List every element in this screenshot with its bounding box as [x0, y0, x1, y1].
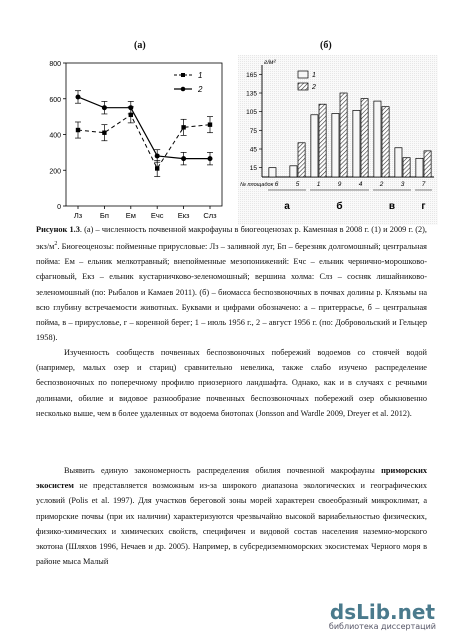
chart-a-ytick-label: 800 — [49, 61, 61, 68]
chart-b-ytick-label: 165 — [246, 71, 257, 79]
chart-b-plot-label: 3 — [400, 181, 405, 188]
chart-b-ytick-label: 15 — [249, 165, 257, 173]
chart-b-plot-label: 1 — [316, 181, 321, 188]
paragraph-1: Изученность сообществ почвенных беспозвоночных побережий водоемов со стоячей водой (например, малых озер и стариц) сравнительно невелика, также слабо изучено распределение беспозвоночных по поперечному профилю приозерного ландшафта. Однако, как и в случаях с речными долинами, обилие и видовое разнообразие почвенных беспозвоночных побережий озер обыкновенно несколько выше, чем в более удаленных от водоема биотопах (Jonsson and Wardle 2009, Dreyer et al. 2012). — [36, 348, 427, 418]
chart-b-bar-series-2 — [298, 143, 305, 177]
chart-b-bar-series-1 — [269, 168, 276, 177]
caption-text-a: . (а) – численность почвенной макрофауны в биогеоценозах р. Каменная в 2008 г. (1) и 2009 г. (2), экз/м — [36, 225, 427, 251]
chart-b-bar-series-2 — [424, 151, 431, 177]
chart-b-bar-series-1 — [374, 101, 381, 177]
chart-a-series-2-point — [208, 156, 213, 161]
chart-a-series-2-point — [155, 153, 160, 158]
chart-b-plot-label: 5 — [295, 181, 300, 188]
chart-a-series-1-point — [155, 166, 159, 170]
chart-b-bar-series-2 — [361, 99, 368, 177]
watermark — [329, 600, 436, 631]
paragraph-2-start: Выявить единую закономерность распределения обилия почвенной макрофауны — [64, 466, 375, 475]
chart-a-xtick-label: Лз — [73, 211, 83, 220]
chart-b-plot-label: 6 — [274, 181, 279, 188]
chart-a-legend-1-label: 1 — [198, 71, 203, 80]
chart-b-y-unit: г/м² — [264, 59, 276, 66]
chart-a-series-1-point — [181, 125, 185, 129]
chart-b-bar-series-1 — [416, 158, 423, 177]
chart-b-ytick-label: 135 — [246, 90, 257, 98]
chart-b-ytick-label: 75 — [249, 127, 257, 135]
chart-a-series-1-point — [129, 113, 133, 117]
chart-a-ytick-label: 200 — [49, 168, 61, 176]
chart-a-xtick-label: Ем — [125, 211, 136, 220]
watermark-subtitle: библиотека диссертаций — [328, 622, 436, 631]
figure-label: Рисунок 1.3 — [36, 225, 80, 234]
chart-b-plot-label: 7 — [421, 181, 426, 188]
panel-b-label: (б) — [320, 40, 332, 51]
chart-b-group-label: а — [284, 201, 290, 212]
chart-b-bar-series-1 — [332, 114, 339, 177]
chart-a-ytick-label: 600 — [49, 96, 61, 104]
chart-a-abundance — [36, 55, 226, 225]
chart-a-legend-2-marker — [181, 87, 186, 92]
chart-a-legend-1-marker — [181, 73, 185, 77]
chart-b-bar-series-2 — [319, 104, 326, 177]
chart-b-ytick-label: 105 — [246, 109, 257, 117]
chart-a-ytick-label: 400 — [49, 132, 61, 140]
watermark-logo: dsLib.net — [329, 600, 436, 624]
chart-a-series-2-point — [102, 105, 107, 110]
caption-text-b: . Биогеоценозы: пойменные прирусловые: Лз – заливной луг, Бп – березняк долгомошный; центральная пойма: Ем – ельник мелкотравный; внепойменные мезопонижений: Ечс – ельник чернично-морошково-сфагновый, Екз – ельник кустарничково-зеленомошный; вершина холма: Слз – сосняк лишайниково-зеленомошный (по: Рыбалов и Камаев 2011). (б) – биомасса беспозвоночных в почвах долины р. Клязьмы на всю глубину встречаемости животных. Буквами и цифрами обозначено: а – притеррасье, б – центральная пойма, в – прирусловье, г – коренной берег; 1 – июль 1956 г., 2 – август 1956 г. (по: Добровольский и Гельцер 1958). — [36, 241, 427, 343]
chart-b-bar-series-1 — [353, 110, 360, 177]
figure-caption — [36, 222, 427, 345]
paragraph-2-bold: приморских экосистем — [36, 466, 428, 491]
paragraph-2-rest: не представляется возможным из-за широкого диапазона экологических и географических условий (Polis et al. 1997). Для участков береговой зоны морей характерен своеобразный микроклимат, а приморские почвы (при их наличии) характеризуются чрезвычайно высокой вариабельностью физических, физико-химических и химических свойств, специфичен и видовой состав населения наземно-морского экотона (Шляхов 1996, Нечаев и др. 2005). Например, в субсредиземноморских экосистемах Черного моря в районе мыса Малый — [36, 481, 427, 567]
chart-b-bar-series-2 — [382, 107, 389, 177]
chart-b-legend-2-label: 2 — [312, 84, 316, 91]
chart-b-bar-series-2 — [340, 93, 347, 177]
chart-a-series-1-line — [78, 115, 210, 169]
chart-a-legend-2-label: 2 — [198, 85, 203, 94]
chart-b-xlabel: № площадок — [240, 182, 274, 188]
chart-a-series-2-point — [181, 156, 186, 161]
chart-b-bar-series-1 — [290, 166, 297, 177]
paragraph-2 — [36, 463, 427, 569]
chart-b-bar-series-1 — [311, 115, 318, 177]
chart-a-ytick-label: 0 — [57, 204, 61, 211]
chart-a-xtick-label: Слз — [203, 211, 217, 220]
chart-b-group-label: в — [388, 201, 396, 212]
panel-a-label: (а) — [134, 40, 146, 51]
chart-a-series-1-point — [76, 128, 80, 132]
chart-b-group-label: г — [421, 201, 426, 212]
chart-b-biomass — [238, 55, 438, 225]
chart-a-xtick-label: Ечс — [150, 211, 164, 220]
chart-b-legend-1-swatch — [298, 71, 308, 78]
chart-a-series-1-point — [102, 131, 106, 135]
chart-a-series-2-line — [78, 97, 210, 159]
chart-b-bar-series-1 — [395, 148, 402, 177]
chart-b-plot-label: 2 — [379, 181, 384, 188]
chart-a-series-2-point — [128, 105, 133, 110]
chart-b-plot-label: 9 — [337, 181, 342, 188]
chart-b-legend-2-swatch — [298, 83, 308, 90]
chart-b-plot-label: 4 — [358, 181, 363, 188]
chart-b-ytick-label: 45 — [249, 146, 257, 154]
chart-b-legend-1-label: 1 — [312, 72, 316, 79]
chart-b-group-label: б — [336, 201, 343, 212]
caption-sup: 2 — [54, 241, 58, 248]
chart-a-series-2-point — [76, 94, 81, 99]
chart-a-series-1-point — [208, 122, 212, 126]
chart-a-xtick-label: Екз — [177, 211, 190, 220]
chart-b-bar-series-2 — [403, 158, 410, 177]
chart-a-xtick-label: Бп — [99, 211, 109, 220]
